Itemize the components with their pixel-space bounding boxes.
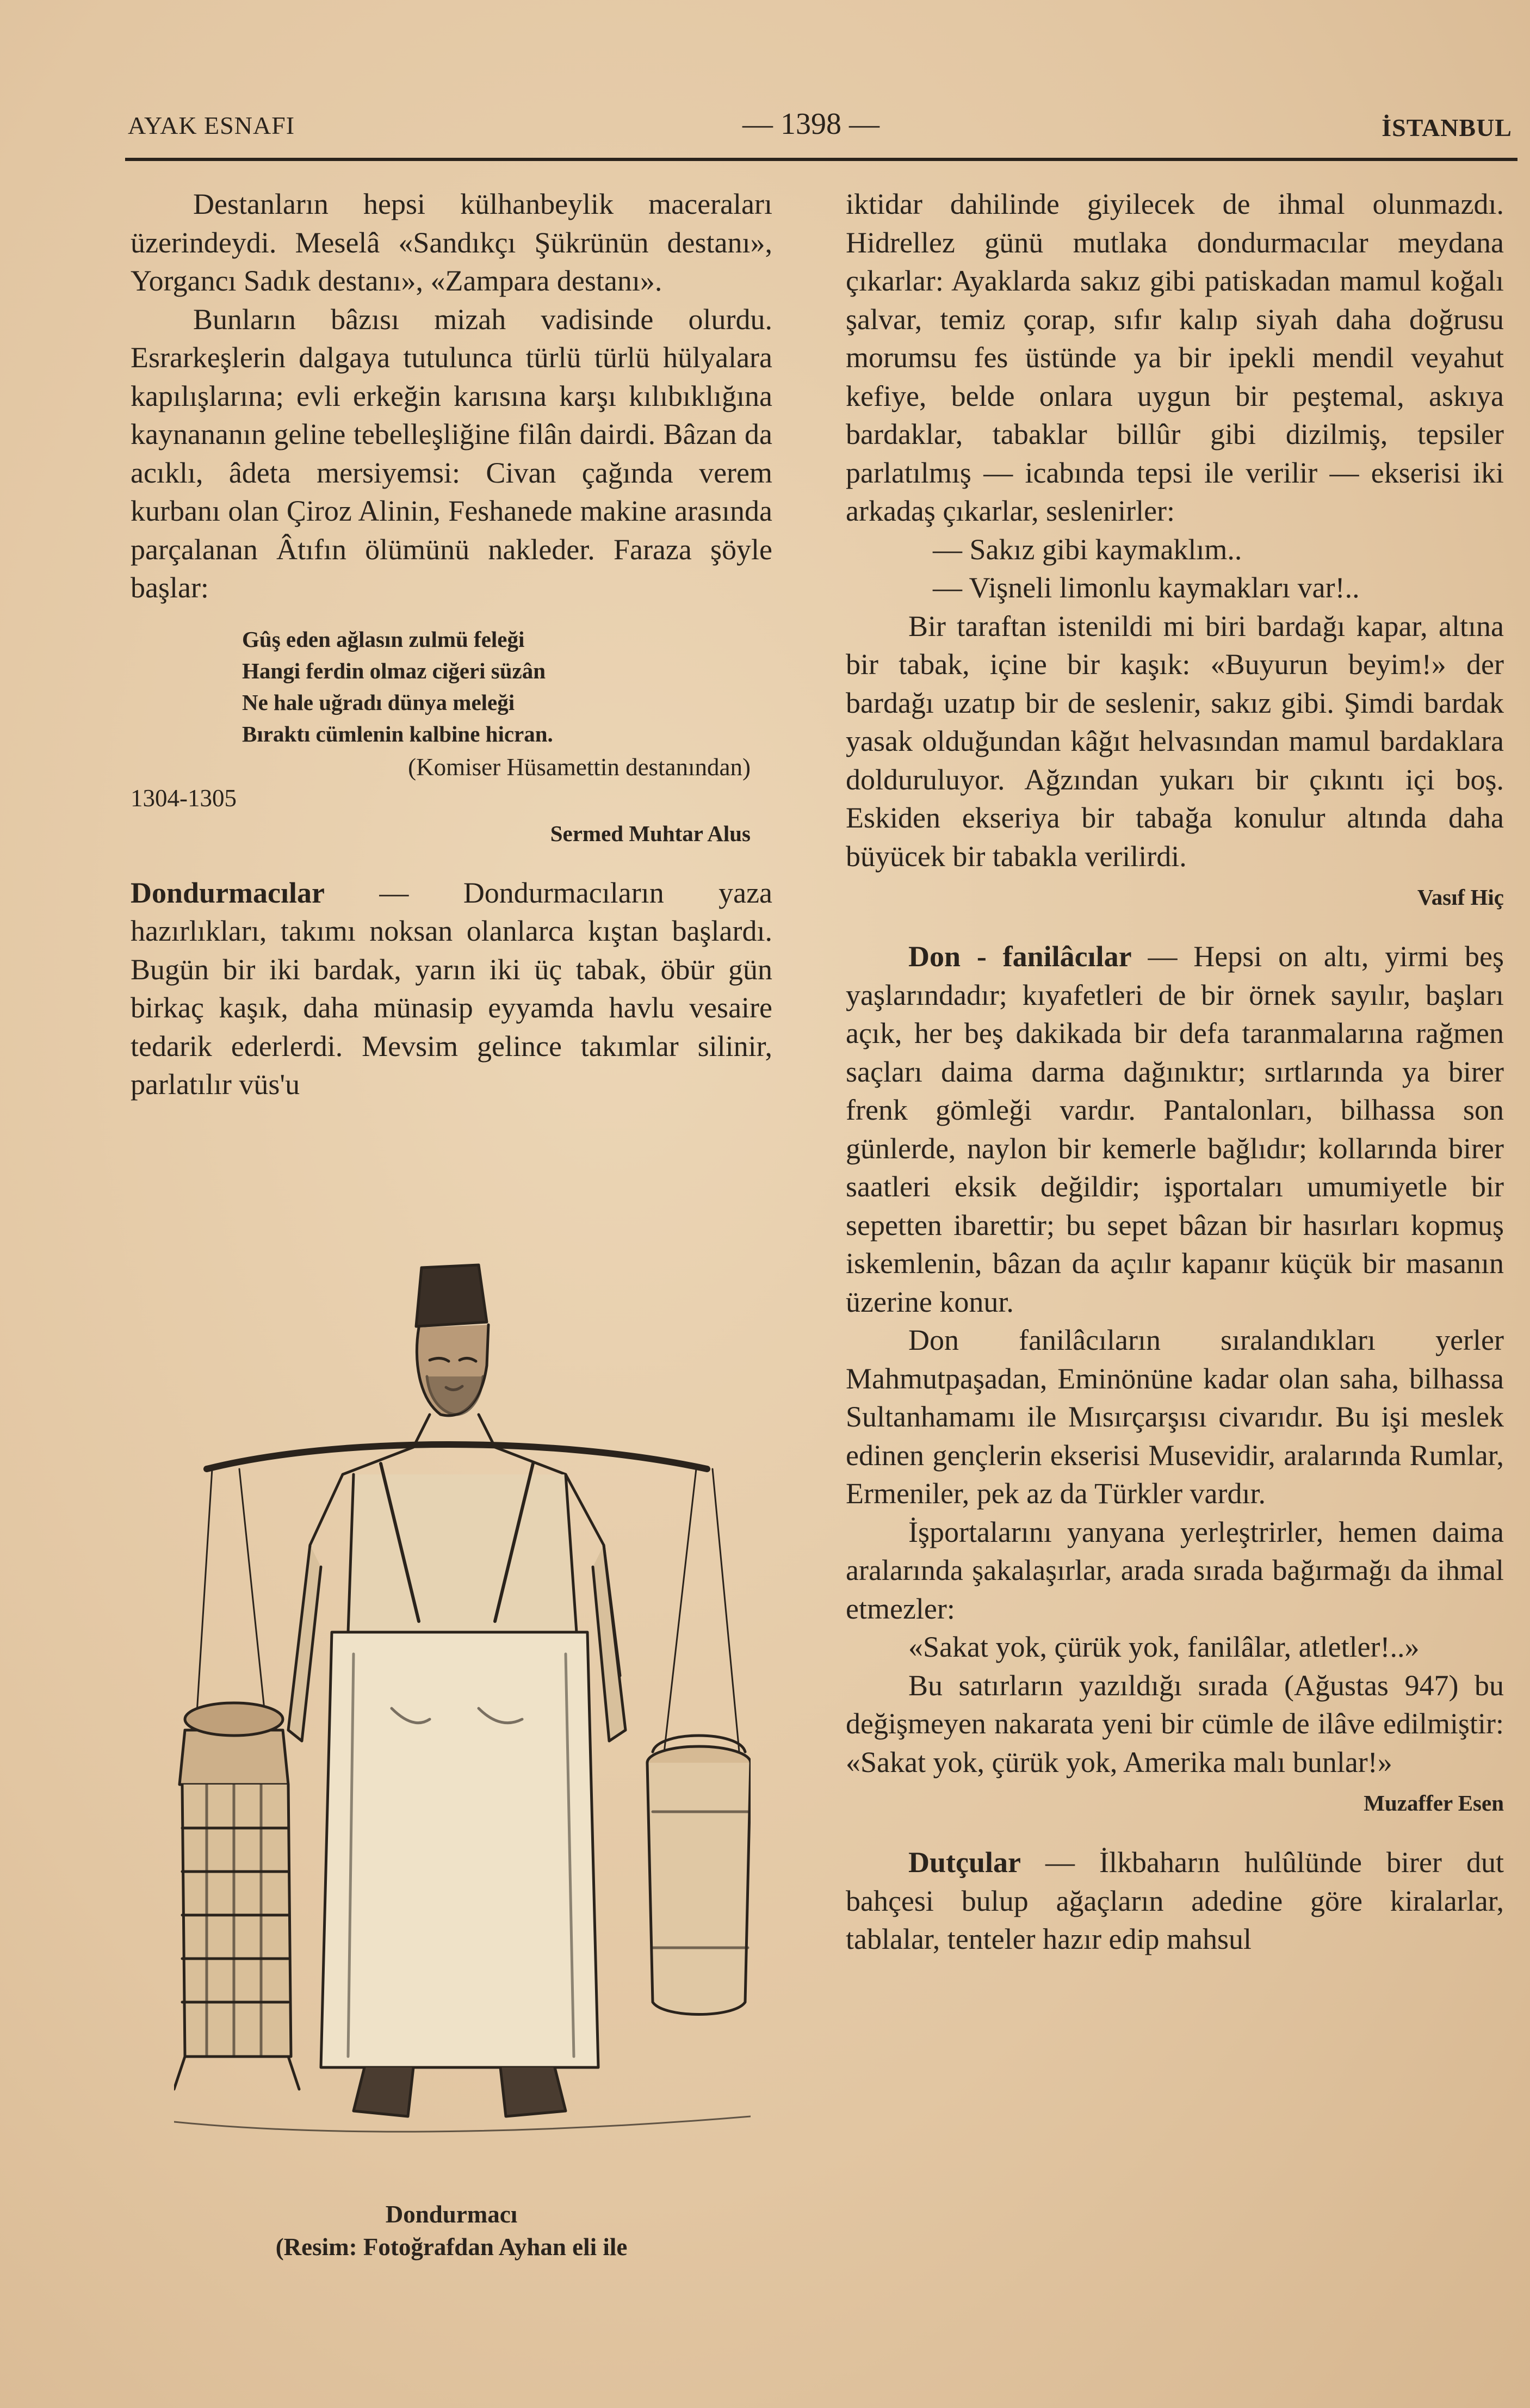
entry-title: Dondurmacılar <box>131 876 325 909</box>
vendor-cry: — Sakız gibi kaymaklım.. <box>933 533 1242 566</box>
paragraph-hidrellez: iktidar dahilinde giyilecek de ihmal olunmazdı. Hidrellez günü mutlaka dondurmacılar meydana çıkarlar: Ayaklarda sakız gibi patiskadan mamul koğalı şalvar, temiz çorap, sıfır kalıp siyah daha doğrusu morumsu fes üstünde ya bir ipekli mendil veyahut kefiye, belde onlara uygun bir peştemal, askıya bardaklar, tabaklar billûr gibi dizilmiş, tepsiler parlatılmış — icabında tepsi ile verilir — ekserisi iki arkadaş çıkarlar, seslenirler: <box>846 188 1504 527</box>
paragraph-isporta: İşportalarını yanyana yerleştrirler, hemen daima aralarında şakalaşırlar, arada sırada bağırmağı da ihmal etmezler: <box>846 1515 1504 1625</box>
entry-don-fanilacilar <box>846 937 1504 1321</box>
paragraph-mizah: Bunların bâzısı mizah vadisinde olurdu. Esrarkeşlerin dalgaya tutulunca türlü türlü hülyalara kapılışlarına; evli erkeğin karısına karşı kılıbıklığına kaynananın geline tebelleşliğine filân dairdi. Bâzan da acıklı, âdeta mersiyemsi: Civan çağında verem kurbanı olan Çiroz Alinin, Feshanede makine arasında parçalanan Âtıfın ölümünü nakleder. Faraza şöyle başlar: <box>131 302 772 604</box>
poem-line: Ne hale uğradı dünya meleği <box>242 689 515 715</box>
entry-dutcular <box>846 1843 1504 1959</box>
header-rule <box>125 158 1517 161</box>
left-column <box>131 185 772 1104</box>
poem-source: (Komiser Hüsamettin destanından) <box>408 753 751 781</box>
page-header <box>128 107 1512 150</box>
poem-line: Gûş eden ağlasın zulmü feleği <box>242 626 525 652</box>
entry-text: — Dondurmacıların yaza hazırlıkları, takımı noksan olanlarca kıştan başlardı. Bugün bir iki bardak, yarın iki üç tabak, öbür gün birkaç kaşık, daha münasip eyyamda havlu vesaire tedarik ederlerdi. Mevsim gelince takımlar silinir, parlatılır vüs'u <box>131 876 772 1101</box>
running-head-title: İSTANBUL <box>1382 114 1512 141</box>
poem <box>242 623 772 750</box>
entry-text: — Hepsi on altı, yirmi beş yaşlarındadır; kıyafetleri de bir örnek sayılır, başları açık, her beş dakikada bir defa taranmalarına rağmen saçları daima darma dağınıktır; sırtlarında ya birer frenk gömleği vardır. Pantalonları, bilhassa son günlerde, naylon bir kemerle bağlıdır; kollarında birer saatleri eksik değildir; işportaları umumiyetle bir sepetten ibarettir; bu sepet bâzan bir hasırları kopmuş iskemlenin, bâzan da açılır kapanır küçük bir masanın üzerine konur. <box>846 940 1504 1318</box>
paragraph-siralama: Don fanilâcıların sıralandıkları yerler Mahmutpaşadan, Eminönüne kadar olan saha, bilhassa Sultanhamamı ile Mısırçarşısı civarıdır. Bu işi meslek edinen gençlerin ekserisi Musevidir, aralarında Rumlar, Ermeniler, pek az da Türkler vardır. <box>846 1324 1504 1510</box>
right-column <box>846 185 1504 1959</box>
caption-credit: (Resim: Fotoğrafdan Ayhan eli ile <box>275 2233 628 2261</box>
vendor-cry: — Vişneli limonlu kaymakları var!.. <box>933 571 1360 604</box>
paragraph-destanlar: Destanların hepsi külhanbeylik maceraları üzerindeydi. Meselâ «Sandıkçı Şükrünün destanı», Yorgancı Sadık destanı», «Zampara destanı». <box>131 188 772 297</box>
paragraph-nakarat: Bu satırların yazıldığı sırada (Ağustas 947) bu değişmeyen nakarata yeni bir cümle de ilâve edilmiştir: «Sakat yok, çürük yok, Amerika malı bunlar!» <box>846 1669 1504 1779</box>
author-signature: Vasıf Hiç <box>1417 885 1504 910</box>
paragraph-bardak: Bir taraftan istenildi mi biri bardağı kapar, altına bir tabak, içine bir kaşık: «Buyurun beyim!» der bardağı uzatıp bir de seslenir, sakız gibi. Şimdi bardak yasak olduğundan kâğıt helvasından mamul bardaklara dolduruluyor. Ağzından yukarı bir çıkıntı içi boş. Eskiden ekseriya bir tabağa konulur altında daha büyücek bir tabakla verilirdi. <box>846 609 1504 873</box>
figure-caption <box>131 2198 772 2263</box>
entry-text: — İlkbaharın hulûlünde birer dut bahçesi bulup ağaçların adedine göre kiralarlar, tablalar, tenteler hazır edip mahsul <box>846 1846 1504 1955</box>
caption-title: Dondurmacı <box>385 2201 518 2228</box>
page-number: — 1398 — <box>742 107 879 141</box>
running-head-section: AYAK ESNAFI <box>128 112 295 139</box>
poem-year: 1304-1305 <box>131 784 237 812</box>
entry-dondurmacilar <box>131 874 772 1104</box>
entry-title: Don - fanilâcılar <box>908 940 1132 973</box>
ice-cream-vendor-illustration <box>174 1240 751 2154</box>
poem-line: Hangi ferdin olmaz ciğeri süzân <box>242 658 546 683</box>
poem-line: Bıraktı cümlenin kalbine hicran. <box>242 721 553 746</box>
author-signature: Muzaffer Esen <box>1364 1790 1504 1816</box>
entry-title: Dutçular <box>908 1846 1021 1879</box>
author-signature: Sermed Muhtar Alus <box>550 820 751 846</box>
vendor-cry: «Sakat yok, çürük yok, fanilâlar, atletler!..» <box>908 1631 1420 1663</box>
